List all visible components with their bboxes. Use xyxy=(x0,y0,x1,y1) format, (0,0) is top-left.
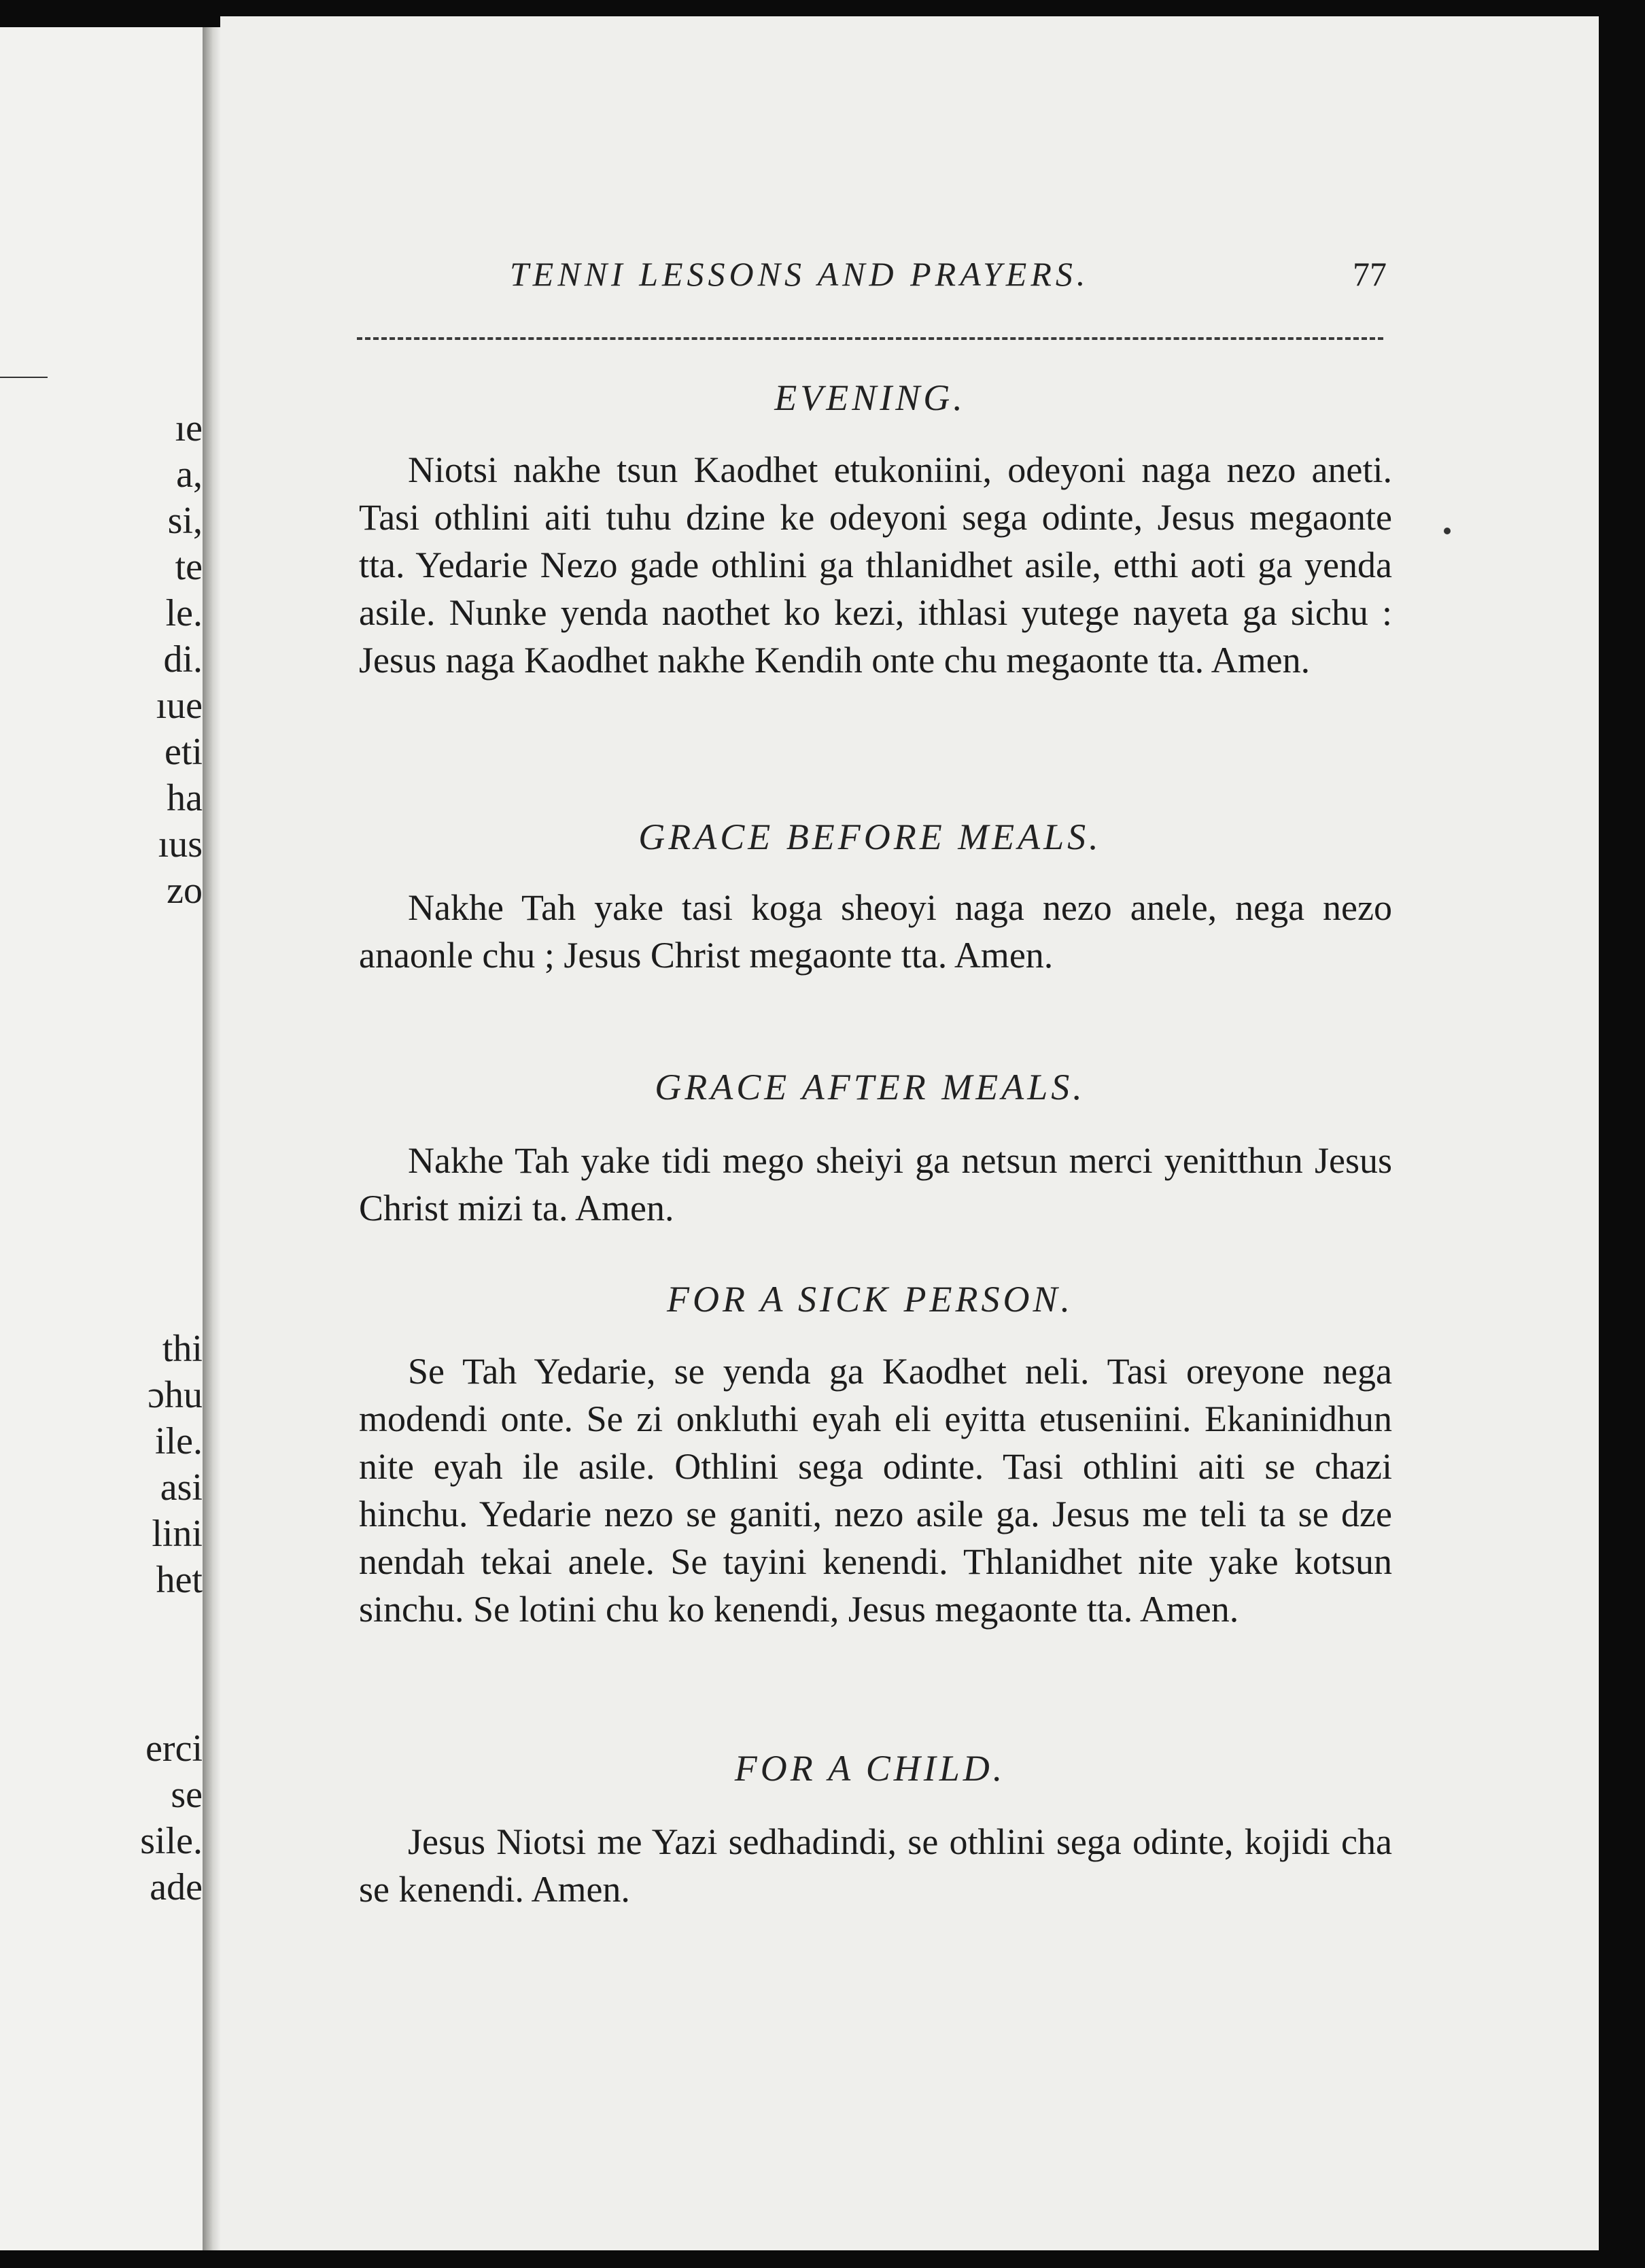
line-fragment: le. xyxy=(165,592,203,634)
line-fragment: zo xyxy=(167,870,203,912)
line-fragment: di. xyxy=(163,638,203,681)
section-text-grace-before-meals: Nakhe Tah yake tasi koga sheoyi naga nezo anele, nega nezo anaonle chu ; Jesus Christ megaonte tta. Amen. xyxy=(359,887,1392,976)
section-text-grace-after-meals: Nakhe Tah yake tidi mego sheiyi ga netsun merci yenitthun Jesus Christ mizi ta. Amen. xyxy=(359,1140,1392,1228)
section-text-evening: Niotsi nakhe tsun Kaodhet etukoniini, odeyoni naga nezo aneti. Tasi othlini aiti tuhu dzine ke odeyoni sega odinte, Jesus megaonte tta. Yedarie Nezo gade othlini ga thlanidhet asile, etthi aoti ga yenda asile. Nunke yenda naothet ko kezi, ithlasi yutege nayeta ga sichu : Jesus naga Kaodhet nakhe Kendih onte chu megaonte tta. Amen. xyxy=(359,449,1392,681)
running-head xyxy=(285,254,1387,315)
line-fragment: ile. xyxy=(155,1420,203,1462)
line-fragment: se xyxy=(171,1774,203,1816)
line-fragment: a, xyxy=(176,453,203,496)
line-fragment: sile. xyxy=(140,1820,203,1862)
page-number: 77 xyxy=(1353,255,1387,293)
line-fragment: lini xyxy=(152,1513,203,1555)
section-text-sick-person: Se Tah Yedarie, se yenda ga Kaodhet neli. Tasi oreyone nega modendi onte. Se zi onkluthi eyah eli eyitta etuseniini. Ekaninidhun nite eyah ile asile. Othlini sega odinte. Tasi othlini aiti se chazi hinchu. Yedarie nezo se ganiti, nezo asile ga. Jesus me teli ta se dze nendah tekai anele. Se tayini kenendi. Thlanidhet nite yake kotsun sinchu. Se lotini chu ko kenendi, Jesus megaonte tta. Amen. xyxy=(359,1351,1392,1630)
line-fragment: ıue xyxy=(156,685,203,727)
section-title-grace-before-meals: GRACE BEFORE MEALS. xyxy=(638,817,1102,857)
line-fragment: ɔhu xyxy=(148,1374,203,1416)
previous-page xyxy=(0,27,205,2250)
line-fragment: ıe xyxy=(175,407,203,449)
line-fragment: het xyxy=(156,1559,203,1601)
line-fragment: ıus xyxy=(158,823,203,865)
running-head-title: TENNI LESSONS AND PRAYERS. xyxy=(510,255,1090,293)
book-gutter xyxy=(203,27,220,2250)
section-text-child: Jesus Niotsi me Yazi sedhadindi, se othlini sega odinte, kojidi cha se kenendi. Amen. xyxy=(359,1821,1392,1910)
line-fragment: ade xyxy=(150,1866,203,1908)
section-title-evening: EVENING. xyxy=(774,377,966,418)
section-title-child: FOR A CHILD. xyxy=(734,1748,1006,1789)
line-fragment: asi xyxy=(160,1466,203,1509)
line-fragment: ha xyxy=(167,777,203,819)
section-title-grace-after-meals: GRACE AFTER MEALS. xyxy=(655,1067,1086,1107)
line-fragment: si, xyxy=(167,500,203,542)
margin-speck xyxy=(1444,528,1451,534)
header-rule xyxy=(357,337,1383,340)
section-title-sick-person: FOR A SICK PERSON. xyxy=(667,1279,1073,1320)
previous-page-rule xyxy=(0,377,48,378)
book-page xyxy=(220,16,1599,2250)
line-fragment: thi xyxy=(162,1328,203,1370)
line-fragment: te xyxy=(175,546,203,588)
line-fragment: eti xyxy=(164,731,203,773)
line-fragment: erci xyxy=(145,1728,203,1770)
